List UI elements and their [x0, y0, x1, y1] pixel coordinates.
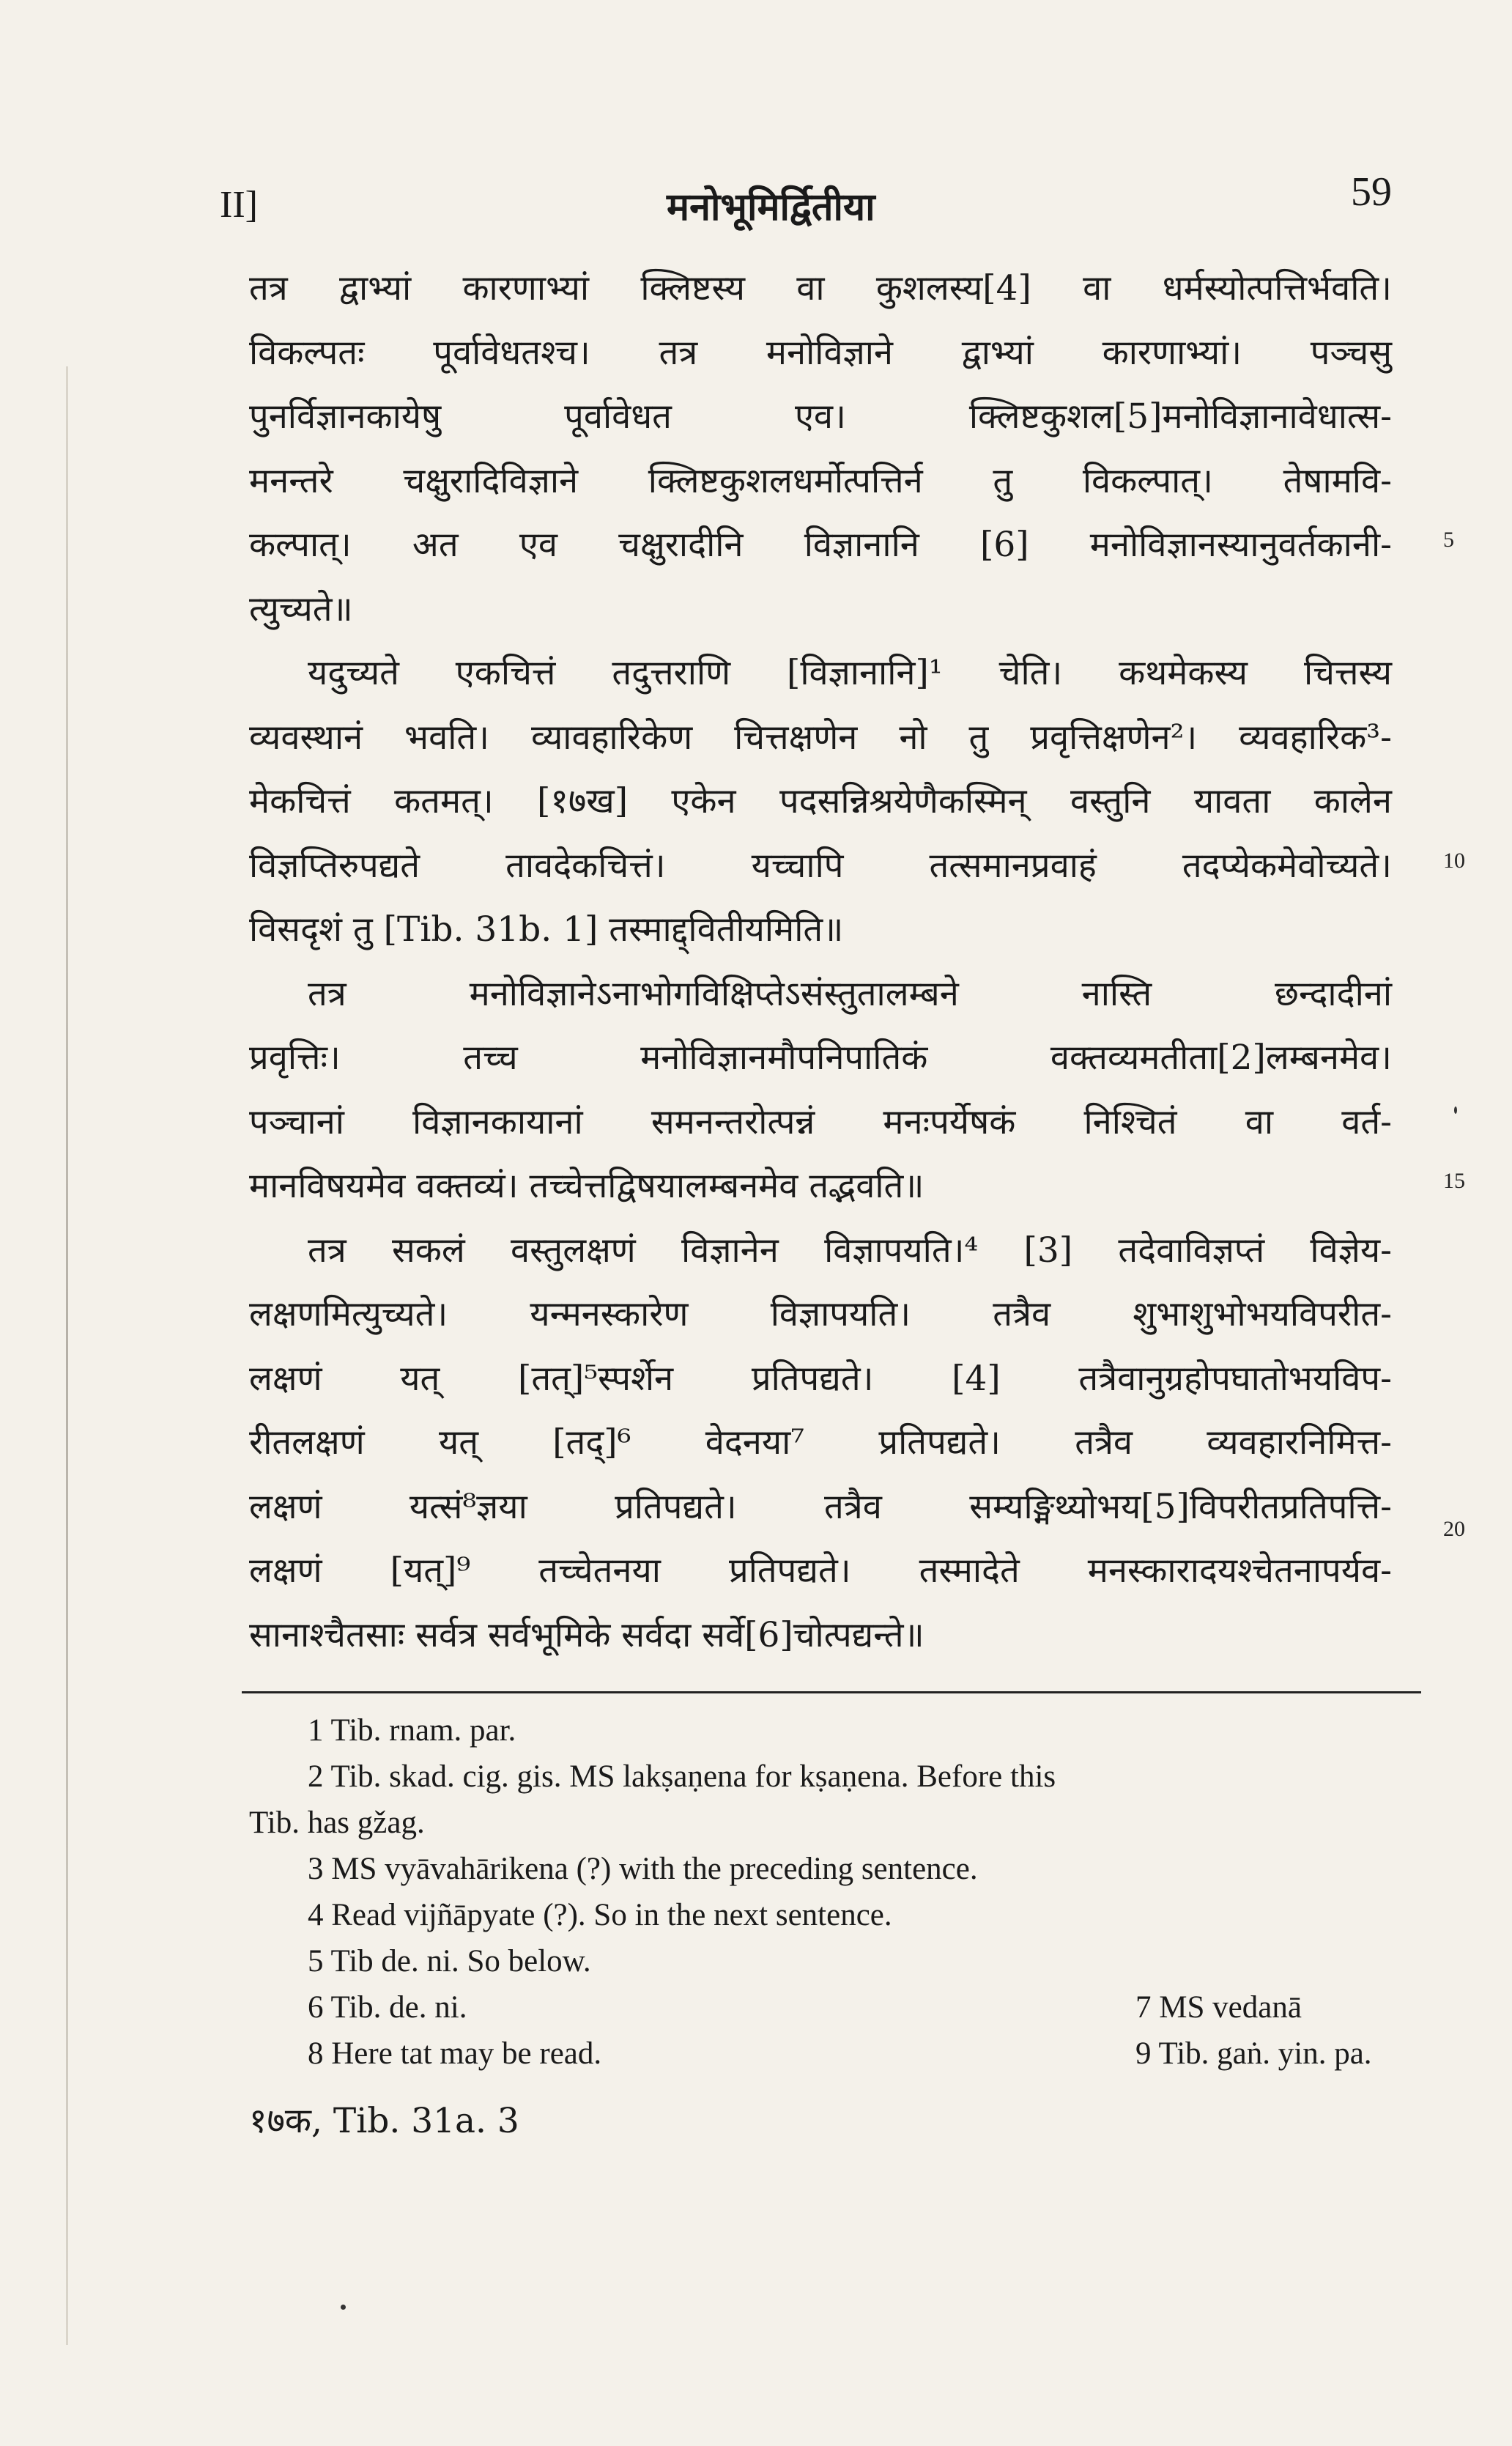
page-edge-shadow — [66, 366, 68, 2345]
text-line: प्रवृत्तिः। तच्च मनोविज्ञानमौपनिपातिकं वक्तव्यमतीता[2]लम्बनमेव। — [249, 1038, 1392, 1078]
page-number: 59 — [1351, 169, 1392, 215]
footnote-pair — [249, 1984, 1414, 2031]
text-line: लक्षणमित्युच्यते। यन्मनस्कारेण विज्ञापयति। तत्रैव शुभाशुभोभयविपरीत- — [249, 1294, 1392, 1334]
text-line: यदुच्यते एकचित्तं तदुत्तराणि [विज्ञानानि]¹ चेति। कथमेकस्य चित्तस्य — [308, 653, 1392, 693]
footnote: 2 Tib. skad. cig. gis. MS lakṣaṇena for kṣaṇena. Before this — [308, 1759, 1056, 1794]
text-line: लक्षणं यत् [तत्]⁵स्पर्शेन प्रतिपद्यते। [4] तत्रैवानुग्रहोपघातोभयविप- — [249, 1358, 1392, 1399]
footnote: Tib. has gžag. — [249, 1806, 425, 1840]
text-line: मनन्तरे चक्षुरादिविज्ञाने क्लिष्टकुशलधर्मोत्पत्तिर्न तु विकल्पात्। तेषामवि- — [249, 460, 1392, 501]
text-line: पुनर्विज्ञानकायेषु पूर्वावेधत एव। क्लिष्टकुशल[5]मनोविज्ञानावेधात्स- — [249, 396, 1392, 437]
line-number-5: 5 — [1443, 528, 1454, 552]
text-line: लक्षणं [यत्]⁹ तच्चेतनया प्रतिपद्यते। तस्मादेते मनस्कारादयश्चेतनापर्यव- — [249, 1551, 1392, 1591]
ink-speck — [1454, 1106, 1457, 1114]
text-line: विकल्पतः पूर्वावेधतश्च। तत्र मनोविज्ञाने द्वाभ्यां कारणाभ्यां। पञ्चसु — [249, 332, 1392, 373]
chapter-marker: II] — [220, 184, 258, 226]
text-line: तत्र द्वाभ्यां कारणाभ्यां क्लिष्टस्य वा कुशलस्य[4] वा धर्मस्योत्पत्तिर्भवति। — [249, 268, 1392, 308]
running-title: मनोभूमिर्द्वितीया — [667, 185, 875, 229]
footnote: 3 MS vyāvahārikena (?) with the preceding sentence. — [308, 1852, 978, 1886]
line-number-10: 10 — [1443, 849, 1465, 873]
text-line: तत्र सकलं वस्तुलक्षणं विज्ञानेन विज्ञापयति।⁴ [3] तदेवाविज्ञप्तं विज्ञेय- — [308, 1230, 1392, 1271]
line-number-20: 20 — [1443, 1517, 1465, 1541]
ink-speck — [341, 2305, 346, 2310]
text-line: रीतलक्षणं यत् [तद्]⁶ वेदनया⁷ प्रतिपद्यते। तत्रैव व्यवहारनिमित्त- — [249, 1422, 1392, 1463]
footnote: 8 Here tat may be read. — [308, 2036, 602, 2071]
footnote: 5 Tib de. ni. So below. — [308, 1944, 591, 1978]
text-line: विज्ञप्तिरुपद्यते तावदेकचित्तं। यच्चापि तत्समानप्रवाहं तदप्येकमेवोच्यते। — [249, 845, 1392, 886]
footnotes — [249, 1707, 1414, 2077]
footnote: 4 Read vijñāpyate (?). So in the next sentence. — [308, 1898, 892, 1932]
text-line: पञ्चानां विज्ञानकायानां समनन्तरोत्पन्नं मनःपर्येषकं निश्चितं वा वर्त- — [249, 1101, 1392, 1142]
text-line: त्युच्यते॥ — [249, 588, 353, 629]
manuscript-folio-reference: १७क, Tib. 31a. 3 — [249, 2101, 519, 2141]
running-header — [220, 169, 1392, 234]
text-line: व्यवस्थानं भवति। व्यावहारिकेण चित्तक्षणेन नो तु प्रवृत्तिक्षणेन²। व्यवहारिक³- — [249, 717, 1392, 758]
sanskrit-text-body — [249, 256, 1392, 1667]
text-line: तत्र मनोविज्ञानेऽनाभोगविक्षिप्तेऽसंस्तुतालम्बने नास्ति छन्दादीनां — [308, 973, 1392, 1014]
text-line: मेकचित्तं कतमत्। [१७ख] एकेन पदसन्निश्रयेणैकस्मिन् वस्तुनि यावता कालेन — [249, 781, 1392, 821]
footnote: 9 Tib. gaṅ. yin. pa. — [1135, 2036, 1372, 2071]
line-number-15: 15 — [1443, 1169, 1465, 1193]
footnote-pair — [249, 2031, 1414, 2077]
text-line: कल्पात्। अत एव चक्षुरादीनि विज्ञानानि [6] मनोविज्ञानस्यानुवर्तकानी- — [249, 525, 1392, 565]
text-line: विसदृशं तु [Tib. 31b. 1] तस्माद्द्वितीयमिति॥ — [249, 909, 844, 950]
text-line: सानाश्चैतसाः सर्वत्र सर्वभूमिके सर्वदा सर्वे[6]चोत्पद्यन्ते॥ — [249, 1614, 924, 1655]
text-line: लक्षणं यत्सं⁸ज्ञया प्रतिपद्यते। तत्रैव सम्यङ्मिथ्योभय[5]विपरीतप्रतिपत्ति- — [249, 1486, 1392, 1527]
footnote: 6 Tib. de. ni. — [308, 1990, 467, 2025]
footnote: 7 MS vedanā — [1135, 1990, 1302, 2025]
footnote: 1 Tib. rnam. par. — [308, 1713, 516, 1748]
text-line: मानविषयमेव वक्तव्यं। तच्चेत्तद्विषयालम्बनमेव तद्भवति॥ — [249, 1166, 924, 1206]
footnote-divider — [242, 1691, 1421, 1693]
